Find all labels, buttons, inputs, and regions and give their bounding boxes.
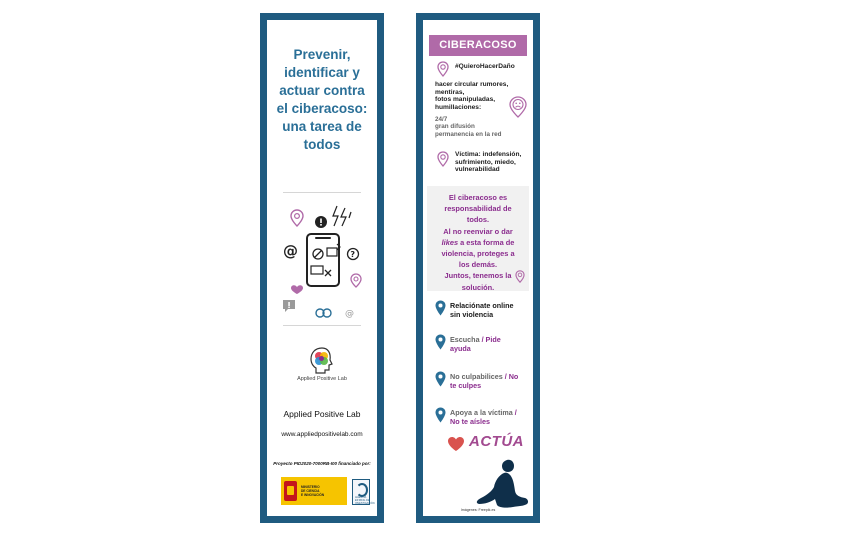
bookmark-card-back	[416, 13, 540, 523]
responsibility-line: Juntos, tenemos la	[444, 271, 512, 281]
alert-bubble-icon	[315, 216, 327, 228]
card-front-panel	[267, 20, 377, 516]
organization-name: Applied Positive Lab	[283, 409, 361, 419]
lightning-icon	[333, 206, 351, 226]
tip-text	[450, 301, 514, 319]
spread-text	[435, 116, 502, 138]
tip-segment: te culpes	[450, 381, 482, 391]
location-pin-icon	[291, 210, 303, 226]
responsibility-line: violencia, proteges a	[441, 249, 515, 259]
location-pin-icon	[437, 61, 449, 77]
tip-text	[450, 408, 517, 426]
title-line: identificar y	[284, 65, 360, 80]
at-sign-icon: @	[283, 242, 298, 260]
tip-line	[450, 381, 518, 390]
spain-crest-icon	[284, 481, 297, 501]
tip-segment: /	[514, 408, 517, 417]
responsibility-line: solución.	[461, 282, 495, 292]
tip-line	[450, 335, 501, 344]
grey-alert-bubble-icon	[283, 300, 295, 312]
tip-line	[450, 301, 514, 310]
location-pin-icon	[435, 334, 446, 350]
tip-segment: No te aísles	[450, 417, 490, 427]
responsibility-line: responsabilidad de	[444, 204, 512, 214]
ministry-text-line: E INNOVACIÓN	[301, 493, 325, 497]
divider	[283, 192, 361, 193]
tip-line	[450, 372, 518, 381]
ministry-logo	[281, 477, 347, 505]
title-line: una tarea de	[282, 119, 362, 134]
heart-icon	[291, 285, 303, 294]
bookmark-card-front	[260, 13, 384, 523]
section-header: CIBERACOSO	[429, 35, 527, 56]
title-line: todos	[303, 137, 341, 152]
title-line: Prevenir,	[293, 47, 351, 62]
acts-line: fotos manipuladas,	[435, 96, 496, 104]
victim-text	[455, 151, 521, 174]
sad-face-pin-icon	[509, 96, 527, 118]
question-bubble-icon	[348, 249, 359, 260]
tip-segment: ayuda	[450, 344, 471, 354]
agency-logo	[352, 479, 375, 505]
location-pin-icon	[435, 300, 446, 316]
tip-line	[450, 344, 501, 353]
acts-line: mentiras,	[435, 88, 465, 96]
title-line: actuar contra	[279, 83, 365, 98]
agency-text	[355, 496, 375, 505]
location-pin-icon	[351, 274, 361, 287]
ministry-text-line: DE CIENCIA	[301, 489, 320, 493]
ministry-text	[301, 485, 324, 497]
location-pin-icon	[437, 151, 449, 167]
spread-line: gran difusión	[435, 123, 475, 131]
tip-segment: sin violencia	[450, 310, 494, 320]
tip-segment: / No	[504, 372, 519, 381]
victim-line: sufrimiento, miedo,	[455, 158, 516, 166]
responsibility-box	[427, 186, 529, 291]
card-title	[273, 46, 371, 154]
victim-line: Víctima: indefensión,	[455, 151, 522, 158]
acts-line: humillaciones:	[435, 103, 482, 111]
image-credit: Imágenes: Freepik.es	[460, 508, 496, 512]
actua-label: ACTÚA	[469, 433, 524, 450]
heart-icon	[447, 436, 465, 452]
tip-text	[450, 335, 501, 353]
victim-line: vulnerabilidad	[455, 166, 500, 174]
agency-text-line: ESTATAL DE	[355, 499, 370, 502]
person-silhouette-icon	[473, 457, 531, 509]
responsibility-line: likes a esta forma de	[441, 237, 515, 247]
responsibility-line: los demás.	[458, 260, 498, 270]
acts-line: hacer circular rumores,	[435, 81, 509, 88]
hashtag-text: #QuieroHacerDaño	[455, 63, 515, 70]
responsibility-line: Al no reenviar o dar	[443, 226, 513, 236]
tip-line	[450, 417, 517, 426]
tip-segment: / Pide	[481, 335, 501, 344]
tip-segment: Apoya a la víctima	[450, 408, 515, 417]
website-link[interactable]: www.appliedpositivelab.com	[281, 431, 363, 438]
title-line: el ciberacoso:	[276, 101, 368, 116]
ministry-text-line: MINISTERIO	[301, 485, 320, 489]
tip-text	[450, 372, 518, 390]
cyberbullying-illustration	[279, 204, 365, 320]
agency-text-line: INVESTIGACIÓN	[355, 502, 375, 505]
project-funding-line: Proyecto PID2020-7000RB-I00 financiado por:	[273, 461, 371, 466]
at-sign-icon: @	[345, 309, 354, 319]
tip-segment: Relaciónate online	[450, 301, 514, 310]
tip-line	[450, 408, 517, 417]
smartphone-icon	[307, 234, 340, 286]
responsibility-line: todos.	[466, 215, 490, 225]
location-pin-icon	[515, 270, 525, 283]
card-back-panel	[423, 20, 533, 516]
tip-line	[450, 310, 514, 319]
bullying-acts-text	[435, 81, 508, 111]
agency-text-line: AGENCIA	[355, 496, 367, 499]
spread-line: 24/7	[435, 116, 448, 123]
responsibility-line: El ciberacoso es	[448, 193, 508, 202]
tip-segment: Escucha	[450, 335, 482, 344]
location-pin-icon	[435, 371, 446, 387]
spread-line: permanencia en la red	[435, 130, 502, 138]
location-pin-icon	[435, 407, 446, 423]
logo-caption: Applied Positive Lab	[297, 376, 347, 382]
tip-segment: No culpabilices	[450, 372, 505, 381]
svg-text:?: ?	[350, 250, 356, 259]
divider	[283, 325, 361, 326]
applied-positive-lab-logo	[309, 346, 335, 374]
responsibility-text	[431, 192, 525, 293]
gear-icon	[316, 309, 331, 317]
